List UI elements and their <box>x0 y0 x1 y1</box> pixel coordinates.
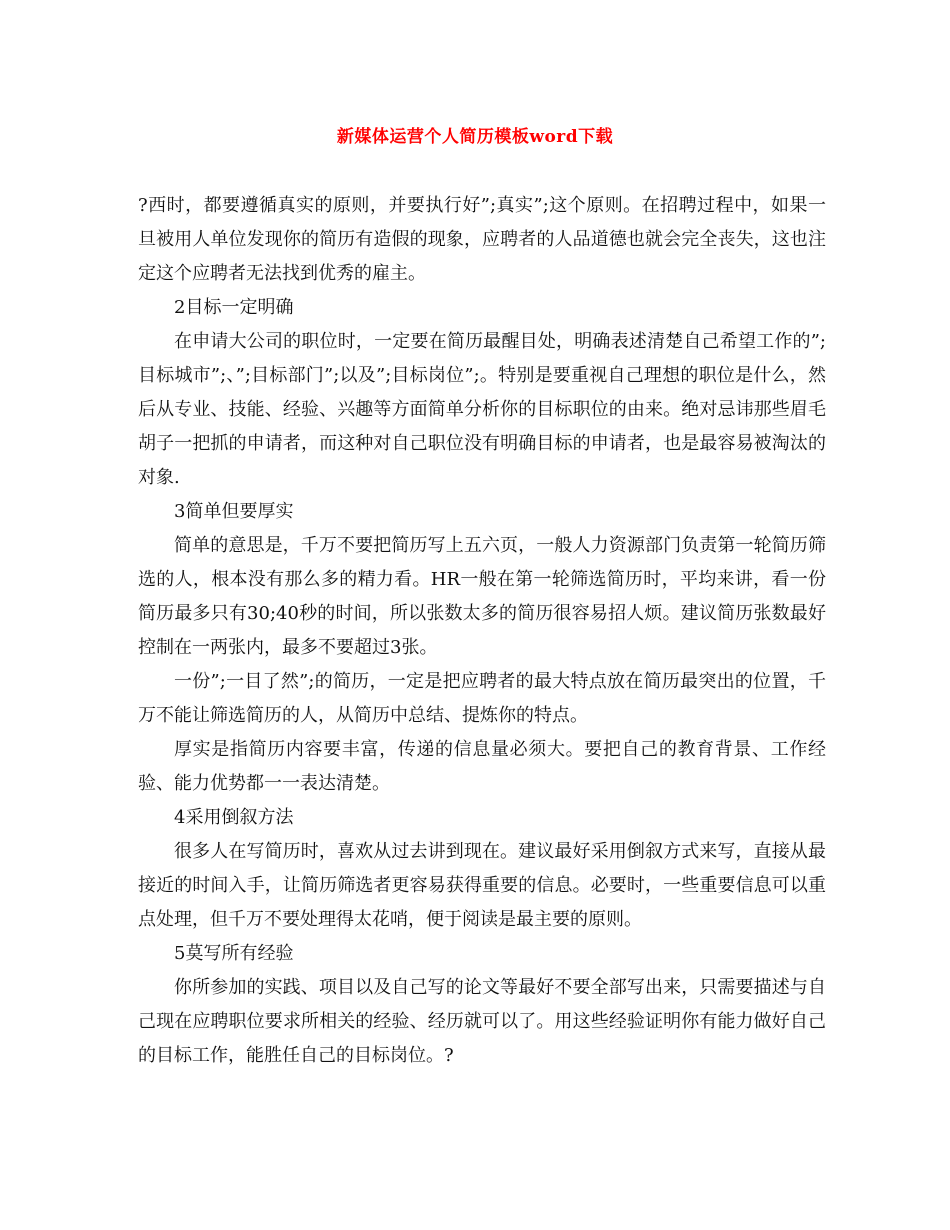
paragraph-experience: 你所参加的实践、项目以及自己写的论文等最好不要全部写出来，只需要描述与自己现在应聘职位要求所相关的经验、经历就可以了。用这些经验证明你有能力做好自己的目标工作，能胜任自己的目标岗位。? <box>138 977 826 1066</box>
paragraph-clear: 一份”;一目了然”;的简历，一定是把应聘者的最大特点放在简历最突出的位置，千万不能让筛选简历的人，从简历中总结、提炼你的特点。 <box>138 671 826 726</box>
section-heading-2: 2目标一定明确 <box>174 297 294 318</box>
section-heading-4: 4采用倒叙方法 <box>174 807 294 828</box>
paragraph-reverse-order: 很多人在写简历时，喜欢从过去讲到现在。建议最好采用倒叙方式来写，直接从最接近的时间入手，让简历筛选者更容易获得重要的信息。必要时，一些重要信息可以重点处理，但千万不要处理得太花哨，便于阅读是最主要的原则。 <box>138 841 826 930</box>
document-body <box>138 189 826 1073</box>
paragraph-intro: ?西时，都要遵循真实的原则，并要执行好”;真实”;这个原则。在招聘过程中，如果一旦被用人单位发现你的简历有造假的现象，应聘者的人品道德也就会完全丧失，这也注定这个应聘者无法找到优秀的雇主。 <box>138 195 826 284</box>
paragraph-rich: 厚实是指简历内容要丰富，传递的信息量必须大。要把自己的教育背景、工作经验、能力优势都一一表达清楚。 <box>138 739 826 794</box>
section-heading-5: 5莫写所有经验 <box>174 943 294 964</box>
paragraph-simple: 简单的意思是，千万不要把简历写上五六页，一般人力资源部门负责第一轮简历筛选的人，根本没有那么多的精力看。HR一般在第一轮筛选简历时，平均来讲，看一份简历最多只有30;40秒的时间，所以张数太多的简历很容易招人烦。建议简历张数最好控制在一两张内，最多不要超过3张。 <box>138 535 826 658</box>
paragraph-target: 在申请大公司的职位时，一定要在简历最醒目处，明确表述清楚自己希望工作的”;目标城市”;、”;目标部门”;以及”;目标岗位”;。特别是要重视自己理想的职位是什么，然后从专业、技能、经验、兴趣等方面简单分析你的目标职位的由来。绝对忌讳那些眉毛胡子一把抓的申请者，而这种对自己职位没有明确目标的申请者，也是最容易被淘汰的对象. <box>138 331 826 488</box>
section-heading-3: 3简单但要厚实 <box>174 501 294 522</box>
document-title: 新媒体运营个人简历模板word下载 <box>336 127 614 147</box>
